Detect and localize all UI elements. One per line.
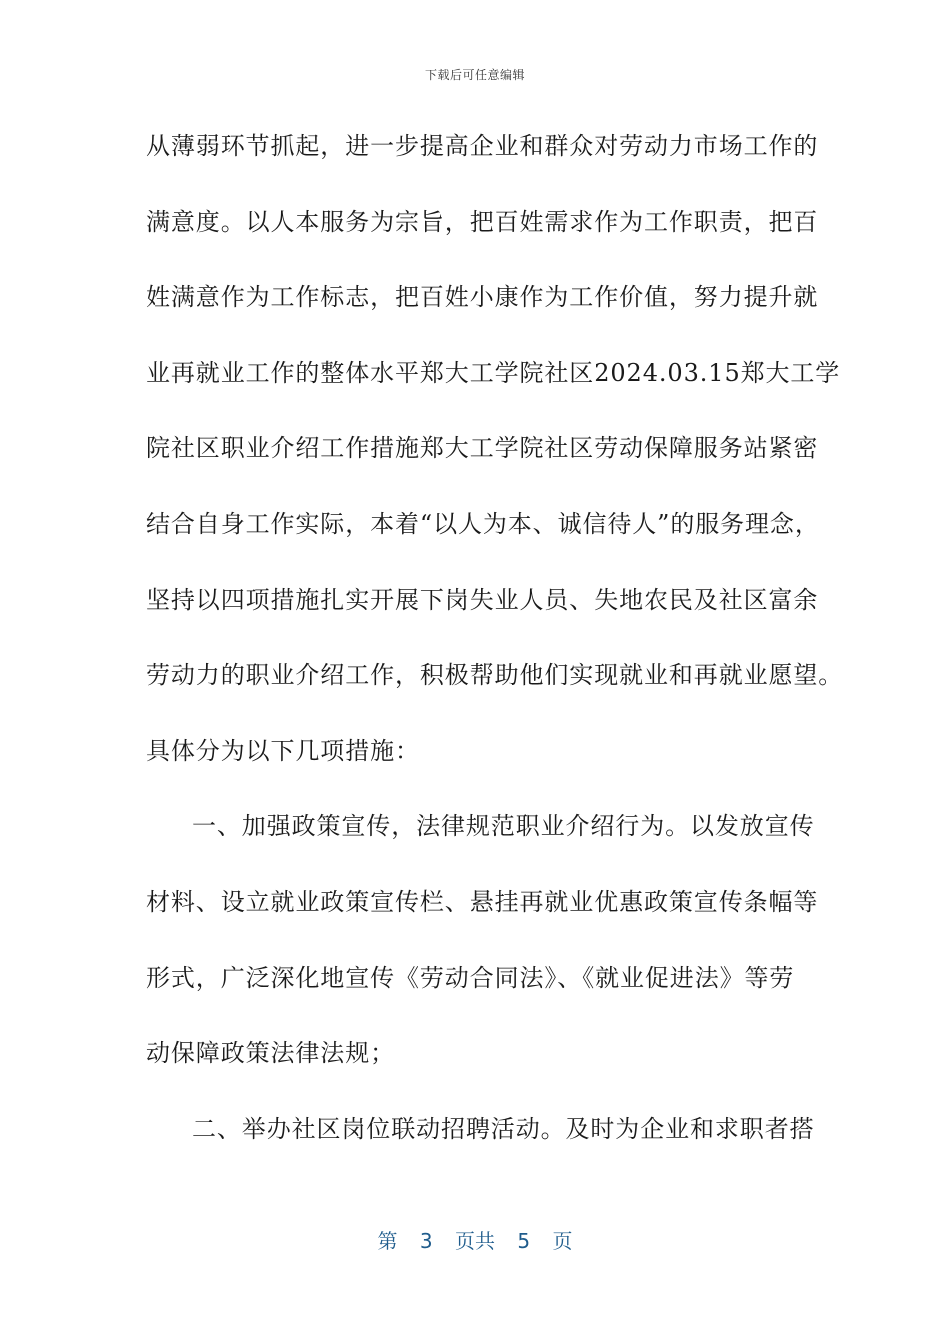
text-line: 劳动力的职业介绍工作，积极帮助他们实现就业和再就业愿望。	[146, 661, 844, 690]
page-middle: 页共	[455, 1229, 495, 1253]
text-line: 坚持以四项措施扎实开展下岗失业人员、失地农民及社区富余	[146, 585, 819, 614]
text-line: 形式，广泛深化地宣传《劳动合同法》、《就业促进法》等劳	[146, 963, 795, 992]
text-line: 从薄弱环节抓起，进一步提高企业和群众对劳动力市场工作的	[146, 132, 819, 160]
page-number	[0, 1225, 950, 1254]
page-total: 5	[517, 1229, 531, 1253]
page-suffix: 页	[552, 1229, 573, 1253]
text-line: 满意度。以人本服务为宗旨，把百姓需求作为工作职责，把百	[146, 207, 819, 236]
text-line: 动保障政策法律法规；	[146, 1039, 395, 1068]
text-line: 材料、设立就业政策宣传栏、悬挂再就业优惠政策宣传条幅等	[146, 887, 819, 916]
page-prefix: 第	[377, 1229, 398, 1253]
text-line: 业再就业工作的整体水平郑大工学院社区2024.03.15郑大工学	[146, 358, 841, 387]
header-note: 下载后可任意编辑	[424, 68, 525, 82]
document-body	[146, 126, 844, 1184]
paragraph-start-line: 二、举办社区岗位联动招聘活动。及时为企业和求职者搭	[192, 1114, 815, 1143]
text-line: 姓满意作为工作标志，把百姓小康作为工作价值，努力提升就	[146, 283, 819, 312]
paragraph-start-line: 一、加强政策宣传，法律规范职业介绍行为。以发放宣传	[192, 812, 815, 841]
text-line: 院社区职业介绍工作措施郑大工学院社区劳动保障服务站紧密	[146, 434, 819, 463]
text-line: 具体分为以下几项措施：	[146, 736, 420, 765]
page-current: 3	[419, 1229, 433, 1253]
text-line: 结合自身工作实际，本着“以人为本、诚信待人”的服务理念，	[146, 509, 820, 538]
